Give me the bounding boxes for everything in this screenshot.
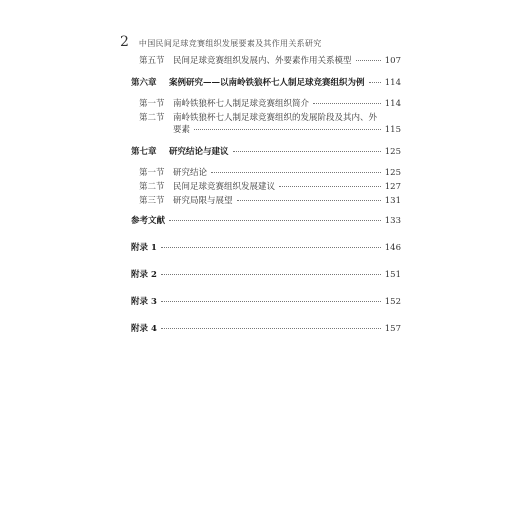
dot-leader bbox=[369, 82, 381, 83]
dot-leader bbox=[161, 328, 381, 329]
toc-references bbox=[131, 216, 401, 227]
dot-leader bbox=[237, 200, 381, 201]
toc-entry bbox=[139, 56, 401, 67]
toc-title: 附录 4 bbox=[131, 324, 157, 334]
page-number: 2 bbox=[120, 34, 129, 50]
toc-page-number: 125 bbox=[384, 147, 401, 157]
toc-chapter bbox=[131, 147, 401, 158]
toc-entry bbox=[139, 196, 401, 207]
toc-title: 研究结论 bbox=[173, 168, 208, 178]
dot-leader bbox=[194, 129, 381, 130]
toc-page-number: 133 bbox=[384, 216, 401, 226]
toc-title: 南岭铁狼杯七人制足球竞赛组织的发展阶段及其内、外 bbox=[173, 113, 378, 123]
toc-title-continuation: 要素 bbox=[173, 125, 191, 135]
toc-page-number: 125 bbox=[384, 168, 401, 178]
toc-title: 民间足球竞赛组织发展建议 bbox=[173, 182, 276, 192]
toc-title: 民间足球竞赛组织发展内、外要素作用关系模型 bbox=[173, 56, 352, 66]
toc-entry bbox=[139, 182, 401, 193]
toc-section-number: 第三节 bbox=[139, 196, 165, 206]
toc-section-number: 第一节 bbox=[139, 99, 165, 109]
toc-appendix bbox=[131, 297, 401, 308]
toc-chapter bbox=[131, 78, 401, 89]
toc-title: 参考文献 bbox=[131, 216, 166, 226]
toc-page-number: 157 bbox=[384, 324, 401, 334]
toc-page-number: 114 bbox=[384, 99, 401, 109]
toc-page-number: 115 bbox=[384, 125, 401, 135]
toc-title: 案例研究——以南岭铁狼杯七人制足球竞赛组织为例 bbox=[169, 78, 365, 88]
toc-page-number: 114 bbox=[384, 78, 401, 88]
toc-section-number: 第五节 bbox=[139, 56, 165, 66]
toc-appendix bbox=[131, 324, 401, 335]
toc-entry bbox=[139, 113, 401, 124]
running-head: 中国民间足球竞赛组织发展要素及其作用关系研究 bbox=[138, 39, 322, 48]
toc-chapter-number: 第七章 bbox=[131, 147, 157, 157]
dot-leader bbox=[169, 220, 381, 221]
dot-leader bbox=[356, 60, 381, 61]
toc-appendix bbox=[131, 243, 401, 254]
dot-leader bbox=[211, 172, 381, 173]
toc-title: 南岭铁狼杯七人制足球竞赛组织简介 bbox=[173, 99, 310, 109]
toc-title: 研究局限与展望 bbox=[173, 196, 233, 206]
dot-leader bbox=[161, 274, 381, 275]
dot-leader bbox=[233, 151, 381, 152]
toc-section-number: 第二节 bbox=[139, 113, 165, 123]
dot-leader bbox=[313, 103, 381, 104]
toc-title: 附录 2 bbox=[131, 270, 157, 280]
toc-entry-continuation bbox=[139, 125, 401, 136]
toc-title: 附录 1 bbox=[131, 243, 157, 253]
toc-section-number: 第二节 bbox=[139, 182, 165, 192]
toc-page-number: 107 bbox=[384, 56, 401, 66]
toc-appendix bbox=[131, 270, 401, 281]
toc-page-number: 127 bbox=[384, 182, 401, 192]
toc-page-number: 152 bbox=[384, 297, 401, 307]
toc-page-number: 146 bbox=[384, 243, 401, 253]
toc-entry bbox=[139, 99, 401, 110]
toc-title: 研究结论与建议 bbox=[169, 147, 229, 157]
page-header bbox=[120, 34, 322, 50]
toc-title: 附录 3 bbox=[131, 297, 157, 307]
toc-entry bbox=[139, 168, 401, 179]
dot-leader bbox=[161, 301, 381, 302]
dot-leader bbox=[161, 247, 381, 248]
toc-chapter-number: 第六章 bbox=[131, 78, 157, 88]
toc-section-number: 第一节 bbox=[139, 168, 165, 178]
toc-page-number: 151 bbox=[384, 270, 401, 280]
dot-leader bbox=[279, 186, 381, 187]
toc-page-number: 131 bbox=[384, 196, 401, 206]
